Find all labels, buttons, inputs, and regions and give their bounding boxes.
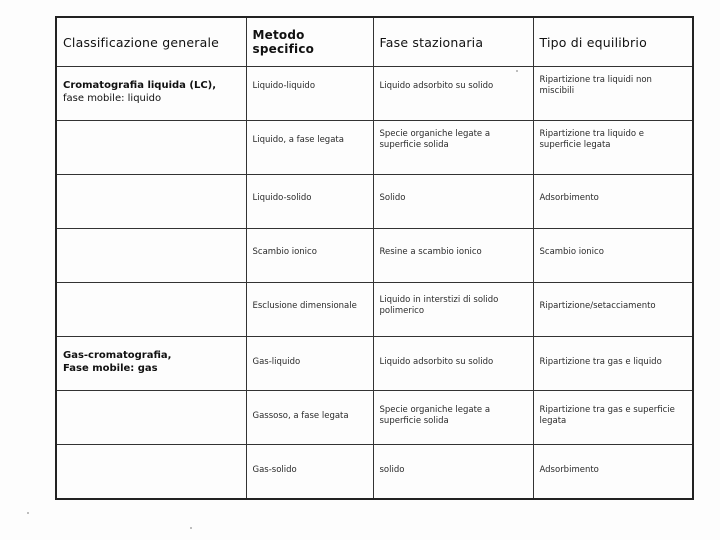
category-cell-empty [56, 391, 246, 445]
category-cell-empty [56, 283, 246, 337]
scan-speck [27, 512, 29, 514]
table-row [56, 67, 693, 121]
category-title: Gas-cromatografia, [63, 350, 172, 361]
category-cell-empty [56, 121, 246, 175]
header-specific-method: Metodo specifico [246, 17, 373, 67]
category-title: Cromatografia liquida (LC), [63, 80, 217, 91]
header-general-classification: Classificazione generale [56, 17, 246, 67]
category-cell-empty [56, 175, 246, 229]
category-cell-empty [56, 229, 246, 283]
header-equilibrium-type: Tipo di equilibrio [533, 17, 693, 67]
method-cell: Liquido, a fase legata [246, 121, 373, 175]
stationary-phase-cell: Liquido in interstizi di solido polimerico [373, 283, 533, 337]
stationary-phase-cell: Liquido adsorbito su solido [373, 337, 533, 391]
stationary-phase-cell: Specie organiche legate a superficie solida [373, 391, 533, 445]
table-row [56, 337, 693, 391]
method-cell: Gas-solido [246, 445, 373, 500]
header-stationary-phase: Fase stazionaria [373, 17, 533, 67]
equilibrium-cell: Ripartizione/setacciamento [533, 283, 693, 337]
method-cell: Liquido-liquido [246, 67, 373, 121]
equilibrium-cell: Ripartizione tra liquidi non miscibili [533, 67, 693, 121]
equilibrium-cell: Adsorbimento [533, 445, 693, 500]
method-cell: Gas-liquido [246, 337, 373, 391]
category-subtitle: Fase mobile: gas [63, 363, 158, 374]
scan-speck [190, 527, 192, 529]
equilibrium-cell: Ripartizione tra gas e superficie legata [533, 391, 693, 445]
table-row [56, 445, 693, 500]
equilibrium-cell: Adsorbimento [533, 175, 693, 229]
equilibrium-cell: Ripartizione tra gas e liquido [533, 337, 693, 391]
category-cell-gc [56, 337, 246, 391]
table-header-row [56, 17, 693, 67]
method-cell: Liquido-solido [246, 175, 373, 229]
stationary-phase-cell: Resine a scambio ionico [373, 229, 533, 283]
chromatography-classification-table [55, 16, 694, 500]
table-row [56, 175, 693, 229]
equilibrium-cell: Ripartizione tra liquido e superficie legata [533, 121, 693, 175]
stationary-phase-cell: Liquido adsorbito su solido [373, 67, 533, 121]
scan-speck [516, 70, 518, 72]
equilibrium-cell: Scambio ionico [533, 229, 693, 283]
category-cell-empty [56, 445, 246, 500]
table-row [56, 391, 693, 445]
table-row [56, 121, 693, 175]
table-row [56, 229, 693, 283]
method-cell: Gassoso, a fase legata [246, 391, 373, 445]
stationary-phase-cell: Specie organiche legate a superficie solida [373, 121, 533, 175]
category-cell-lc [56, 67, 246, 121]
stationary-phase-cell: solido [373, 445, 533, 500]
stationary-phase-cell: Solido [373, 175, 533, 229]
method-cell: Esclusione dimensionale [246, 283, 373, 337]
method-cell: Scambio ionico [246, 229, 373, 283]
table-row [56, 283, 693, 337]
category-subtitle: fase mobile: liquido [63, 93, 162, 104]
